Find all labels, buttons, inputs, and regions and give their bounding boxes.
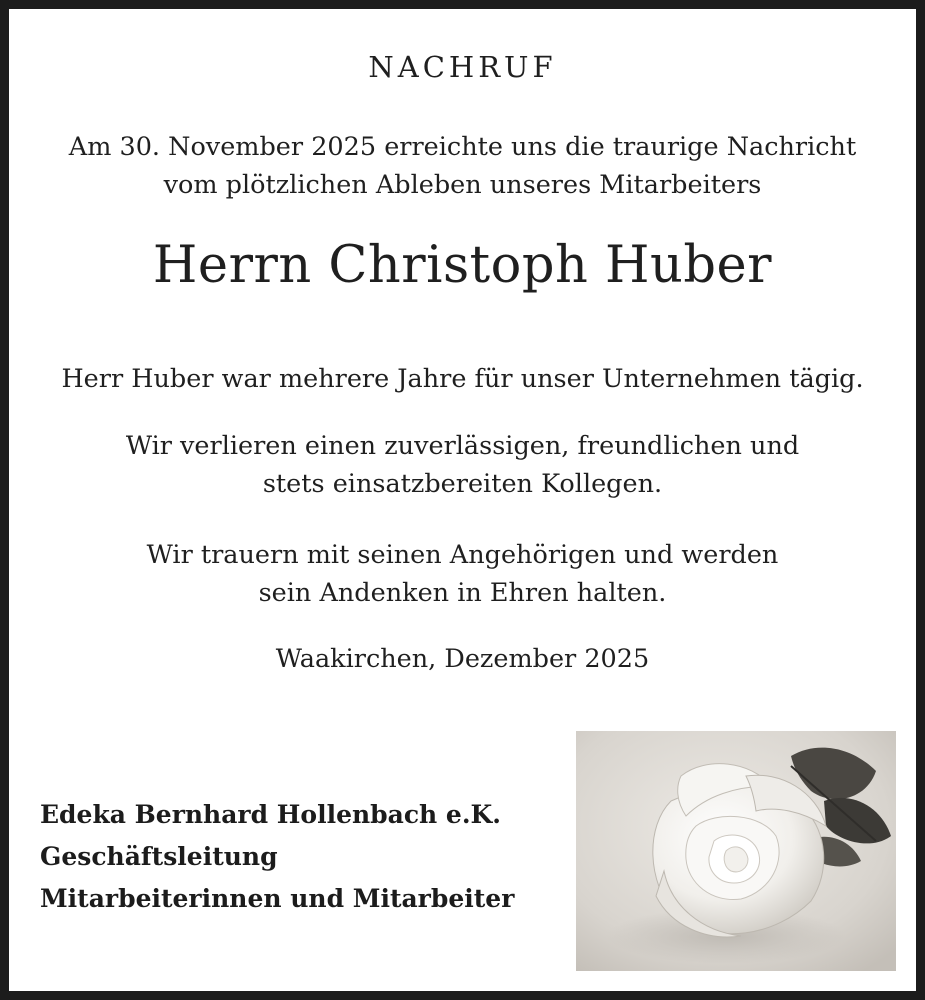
- paragraph-tenure: [9, 360, 916, 398]
- rose-image: [576, 731, 896, 971]
- signature-block: [40, 794, 514, 920]
- paragraph-line: Wir trauern mit seinen Angehörigen und werden: [146, 540, 779, 570]
- place-date: Waakirchen, Dezember 2025: [275, 644, 650, 674]
- paragraph-mourning: [9, 536, 916, 612]
- white-rose-icon: [576, 731, 896, 971]
- deceased-name: Herrn Christoph Huber: [152, 236, 773, 295]
- notice-title: NACHRUF: [368, 50, 557, 84]
- intro-text: [9, 128, 916, 204]
- paragraph-line: stets einsatzbereiten Kollegen.: [262, 469, 663, 499]
- paragraph-loss: [9, 427, 916, 503]
- intro-line: Am 30. November 2025 erreichte uns die traurige Nachricht: [68, 132, 857, 162]
- signature-staff: Mitarbeiterinnen und Mitarbeiter: [40, 884, 515, 913]
- paragraph-line: Wir verlieren einen zuverlässigen, freundlichen und: [125, 431, 800, 461]
- signature-company: Edeka Bernhard Hollenbach e.K.: [40, 800, 501, 829]
- paragraph-line: Herr Huber war mehrere Jahre für unser Unternehmen tägig.: [61, 364, 864, 394]
- paragraph-line: sein Andenken in Ehren halten.: [258, 578, 667, 608]
- signature-management: Geschäftsleitung: [40, 842, 278, 871]
- intro-line: vom plötzlichen Ableben unseres Mitarbeiters: [163, 170, 762, 200]
